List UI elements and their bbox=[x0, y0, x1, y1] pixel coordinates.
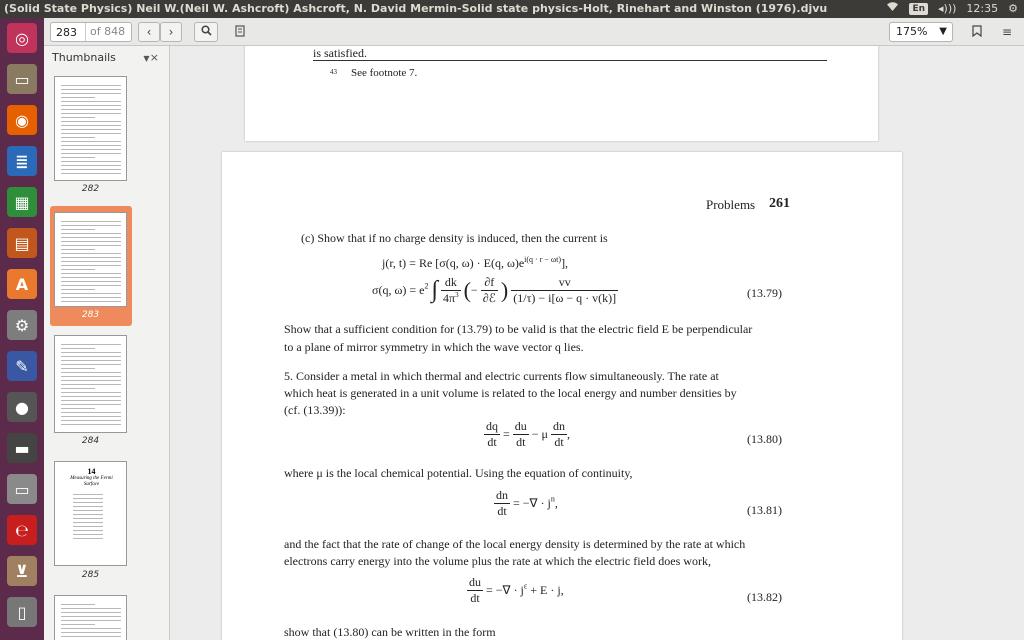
footnote-text: See footnote 7. bbox=[351, 67, 418, 79]
thumbnail-text-line bbox=[73, 510, 103, 511]
thumbnail-text-line bbox=[61, 277, 121, 278]
next-page-button[interactable] bbox=[160, 22, 182, 42]
thumbnail-text-line bbox=[73, 526, 103, 527]
thumbnail-text-line bbox=[61, 101, 121, 102]
wifi-icon[interactable] bbox=[886, 0, 899, 18]
chevron-down-icon: ▼ bbox=[143, 54, 150, 63]
thumbnail-text-line bbox=[61, 261, 121, 262]
find-button[interactable] bbox=[194, 22, 218, 42]
thumbnail-text-line bbox=[61, 416, 121, 417]
thumbnail-text-line bbox=[61, 237, 121, 238]
thumbnail-text-line bbox=[61, 620, 121, 621]
thumbnail-text-line bbox=[61, 225, 121, 226]
paragraph: to a plane of mirror symmetry in which the wave vector q lies. bbox=[284, 340, 584, 354]
launcher bbox=[0, 18, 44, 640]
equation-number: (13.79) bbox=[747, 286, 782, 300]
thumbnail-text-line bbox=[73, 498, 103, 499]
thumbnail-text-line bbox=[73, 506, 103, 507]
thumbnail-text-line bbox=[61, 97, 95, 98]
thumbnail-text-line bbox=[61, 137, 95, 138]
thumbnail-text-line bbox=[61, 241, 121, 242]
thumbnail-page-286[interactable] bbox=[54, 595, 127, 640]
thumbnail-text-line bbox=[61, 173, 121, 174]
thumbnail-text-line bbox=[61, 169, 121, 170]
launcher-item[interactable] bbox=[4, 430, 40, 466]
thumbnail-text-line bbox=[61, 352, 121, 353]
files-icon: ▭ bbox=[7, 64, 37, 94]
launcher-item[interactable] bbox=[4, 225, 40, 261]
sidebar-title: Thumbnails bbox=[52, 51, 116, 64]
close-sidebar-icon[interactable]: × bbox=[149, 51, 159, 64]
chevron-down-icon: ▼ bbox=[939, 26, 947, 37]
thumbnail-text-line bbox=[61, 89, 121, 90]
paragraph: Show that a sufficient condition for (13.79) to be valid is that the electric field E be perpendicular bbox=[284, 322, 753, 336]
document-icon bbox=[235, 25, 245, 40]
thumbnail-text-line bbox=[61, 624, 95, 625]
launcher-item[interactable] bbox=[4, 471, 40, 507]
thumbnail-text-line bbox=[61, 636, 121, 637]
thumbnail-text-line bbox=[61, 396, 121, 397]
paragraph: show that (13.80) can be written in the form bbox=[284, 625, 496, 639]
thumbnail-label: 283 bbox=[81, 310, 100, 320]
thumbnail-page-285[interactable] bbox=[54, 461, 127, 566]
wolf-app-icon: ● bbox=[7, 392, 37, 422]
thumbnail-text-line bbox=[61, 301, 121, 302]
thumbnail-chapter-title: Measuring the Fermi Surface bbox=[70, 476, 113, 487]
bookmark-button[interactable] bbox=[966, 22, 988, 42]
footnote-rule bbox=[313, 60, 827, 61]
paragraph: and the fact that the rate of change of the local energy density is determined by the rate at which bbox=[284, 537, 746, 551]
thumbnail-text-line bbox=[73, 518, 103, 519]
thumbnail-text-line bbox=[61, 632, 121, 633]
thumbnail-text-line bbox=[61, 612, 121, 613]
thumbnail-text-line bbox=[61, 161, 121, 162]
thumbnail-text-line bbox=[73, 514, 103, 515]
page-count-label: of 848 bbox=[85, 23, 125, 41]
thumbnail-text-line bbox=[61, 372, 121, 373]
thumbnail-text-line bbox=[61, 368, 95, 369]
thumbnail-text-line bbox=[61, 604, 95, 605]
thumbnail-text-line bbox=[61, 380, 121, 381]
thumbnail-text-line bbox=[61, 404, 121, 405]
thumbnail-page-282[interactable] bbox=[54, 76, 127, 181]
thumbnail-text-line bbox=[61, 157, 95, 158]
thumbnail-text-line bbox=[73, 530, 103, 531]
equation-13-79: σ(q, $\omega) = e^2$ ∫ $\frac{dk}{4\pi^3}$ (− $\frac{\partial f}{\text{∂ℰ}}$ ) $\frac{vv}{(1/\tau) - i[\omega - q \cdot v(k)]}$ bbox=[372, 275, 617, 305]
window-title: (Solid State Physics) Neil W.(Neil W. Ashcroft) Ashcroft, N. David Mermin-Solid state physics-Holt, Rinehart and Winston (1976).djvu bbox=[4, 2, 828, 15]
chevron-left-icon: ‹ bbox=[146, 25, 152, 39]
thumbnail-text-line bbox=[61, 125, 121, 126]
thumbnail-text-line bbox=[61, 412, 121, 413]
hamburger-menu-icon: ≡ bbox=[1001, 25, 1013, 39]
thumbnail-label: 284 bbox=[81, 436, 100, 446]
thumbnail-text-line bbox=[61, 269, 95, 270]
thumbnail-text-line bbox=[61, 133, 121, 134]
thumbnail-text-line bbox=[61, 420, 121, 421]
reader-app-icon: ℮ bbox=[7, 515, 37, 545]
launcher-item[interactable] bbox=[4, 266, 40, 302]
impress-icon: ▤ bbox=[7, 228, 37, 258]
thumbnail-text-line bbox=[61, 109, 121, 110]
previous-page-button[interactable] bbox=[138, 22, 160, 42]
thumbnail-text-line bbox=[61, 628, 121, 629]
annotations-button[interactable] bbox=[228, 22, 252, 42]
equation-number: (13.80) bbox=[747, 432, 782, 446]
pencil-app-icon: ✎ bbox=[7, 351, 37, 381]
launcher-item[interactable] bbox=[4, 594, 40, 630]
launcher-item[interactable] bbox=[4, 61, 40, 97]
settings-icon: ⚙ bbox=[7, 310, 37, 340]
thumbnail-text-line bbox=[61, 253, 121, 254]
system-gear-icon[interactable]: ⚙ bbox=[1008, 2, 1018, 15]
current-page bbox=[222, 152, 902, 640]
thumbnail-text-line bbox=[61, 149, 121, 150]
writer-icon: ≣ bbox=[7, 146, 37, 176]
thumbnail-text-line bbox=[61, 285, 121, 286]
thumbnail-text-line bbox=[61, 233, 121, 234]
thumbnail-text-line bbox=[61, 113, 121, 114]
thumbnail-page-284[interactable] bbox=[54, 335, 127, 433]
equation-number: (13.82) bbox=[747, 590, 782, 604]
search-icon bbox=[201, 25, 212, 39]
thumbnail-text-line bbox=[61, 165, 121, 166]
thumbnail-text-line bbox=[61, 348, 95, 349]
thumbnail-text-line bbox=[61, 297, 121, 298]
document-view[interactable] bbox=[170, 46, 1024, 640]
launcher-item[interactable] bbox=[4, 389, 40, 425]
clock[interactable]: 12:35 bbox=[966, 2, 999, 15]
thumbnail-text-line bbox=[73, 534, 103, 535]
ubuntu-dash-icon: ◎ bbox=[7, 23, 37, 53]
firefox-icon: ◉ bbox=[7, 105, 37, 135]
thumbnail-text-line bbox=[61, 121, 121, 122]
trash-icon: ▯ bbox=[7, 597, 37, 627]
problem-5-text: (cf. (13.39)): bbox=[284, 403, 346, 417]
problem-5-text: 5. Consider a metal in which thermal and electric currents flow simultaneously. The rate at bbox=[284, 369, 719, 383]
thumbnail-text-line bbox=[61, 364, 121, 365]
launcher-item[interactable] bbox=[4, 307, 40, 343]
thumbnail-text-line bbox=[61, 257, 121, 258]
launcher-item[interactable] bbox=[4, 102, 40, 138]
zoom-value: 175% bbox=[896, 25, 928, 38]
equation-number: (13.81) bbox=[747, 503, 782, 517]
system-tray bbox=[886, 0, 1018, 18]
launcher-item[interactable] bbox=[4, 143, 40, 179]
thumbnail-text-line bbox=[61, 408, 95, 409]
menu-button[interactable] bbox=[996, 22, 1018, 42]
thumbnail-text-line bbox=[61, 281, 121, 282]
thumbnail-text-line bbox=[61, 400, 121, 401]
previous-page bbox=[245, 46, 878, 141]
thumbnail-text-line bbox=[61, 245, 121, 246]
launcher-item[interactable] bbox=[4, 20, 40, 56]
drive-icon: ▭ bbox=[7, 474, 37, 504]
launcher-item[interactable] bbox=[4, 553, 40, 589]
thumbnail-text-line bbox=[61, 105, 121, 106]
paragraph: where μ is the local chemical potential. Using the equation of continuity, bbox=[284, 466, 633, 480]
thumbnail-text-line bbox=[61, 229, 95, 230]
thumbnail-text-line bbox=[61, 376, 121, 377]
thumbnail-text-line bbox=[61, 384, 121, 385]
thumbnail-text-line bbox=[61, 249, 95, 250]
thumbnail-text-line bbox=[73, 538, 103, 539]
paragraph: electrons carry energy into the volume plus the rate at which the electric field does work, bbox=[284, 554, 711, 568]
thumbnail-chapter-number: 14 bbox=[87, 467, 96, 476]
equation-13-80: $\frac{dq}{dt}$ = $\frac{du}{dt}$ − μ $\frac{dn}{dt}$ , bbox=[486, 419, 570, 449]
thumbnails-sidebar bbox=[44, 46, 170, 640]
launcher-item[interactable] bbox=[4, 184, 40, 220]
software-center-icon: A bbox=[7, 269, 37, 299]
thumbnail-text-line bbox=[61, 141, 121, 142]
launcher-item[interactable] bbox=[4, 348, 40, 384]
thumbnail-text-line bbox=[61, 273, 121, 274]
problem-5-text: which heat is generated in a unit volume is related to the local energy and number densities by bbox=[284, 386, 737, 400]
thumbnail-text-line bbox=[61, 608, 121, 609]
thumbnail-text-line bbox=[73, 502, 103, 503]
thumbnail-text-line bbox=[61, 293, 121, 294]
bookmark-icon bbox=[972, 25, 982, 40]
equation-13-82: $\frac{du}{dt}$ = −∇ · $j^\varepsilon + E \cdot j$, bbox=[469, 575, 564, 605]
thumbnail-text-line bbox=[61, 145, 121, 146]
thumbnail-text-line bbox=[61, 388, 95, 389]
launcher-item[interactable] bbox=[4, 512, 40, 548]
thumbnail-text-line bbox=[61, 93, 121, 94]
sidebar-header[interactable] bbox=[44, 46, 169, 70]
thumbnail-text-line bbox=[61, 616, 121, 617]
archive-icon: ▬ bbox=[7, 433, 37, 463]
current-page-input[interactable]: 283 bbox=[56, 25, 77, 39]
thumbnail-text-line bbox=[61, 117, 95, 118]
zoom-select[interactable] bbox=[889, 22, 953, 42]
footnote-number: 43 bbox=[330, 68, 337, 76]
page-text: is satisfied. bbox=[313, 46, 367, 60]
thumbnail-page-283[interactable] bbox=[54, 212, 127, 307]
thumbnail-label: 282 bbox=[81, 184, 100, 194]
equation-13-81: $\frac{dn}{dt}$ = −∇ · $j^n$, bbox=[496, 488, 558, 518]
thumbnail-text-line bbox=[61, 356, 121, 357]
thumbnail-text-line bbox=[61, 392, 121, 393]
calc-icon: ▦ bbox=[7, 187, 37, 217]
chevron-right-icon: › bbox=[168, 25, 174, 39]
keyboard-layout-indicator[interactable]: En bbox=[909, 3, 928, 15]
problem-c-text: (c) Show that if no charge density is induced, then the current is bbox=[301, 231, 608, 245]
thumbnail-text-line bbox=[61, 129, 121, 130]
page-number-field[interactable] bbox=[50, 22, 132, 42]
thumbnail-text-line bbox=[61, 344, 121, 345]
thumbnail-text-line bbox=[61, 424, 121, 425]
thumbnail-text-line bbox=[61, 85, 121, 86]
install-icon: ⊻ bbox=[7, 556, 37, 586]
running-head: Problems bbox=[706, 197, 756, 212]
thumbnail-text-line bbox=[61, 360, 121, 361]
thumbnail-text-line bbox=[61, 221, 121, 222]
volume-icon[interactable]: ◂))) bbox=[938, 2, 957, 15]
thumbnail-text-line bbox=[61, 289, 95, 290]
thumbnail-text-line bbox=[73, 522, 103, 523]
thumbnail-text-line bbox=[61, 265, 121, 266]
top-panel bbox=[0, 0, 1024, 18]
thumbnail-text-line bbox=[73, 494, 103, 495]
thumbnail-text-line bbox=[61, 153, 121, 154]
page-number: 261 bbox=[769, 196, 790, 211]
thumbnail-label: 285 bbox=[81, 570, 100, 580]
equation-current: j(r, t) = Re [σ(q, ω) · E(q, $\omega)e^{i(q \cdot r - \omega t)}$], bbox=[382, 255, 569, 270]
toolbar bbox=[44, 18, 1024, 46]
